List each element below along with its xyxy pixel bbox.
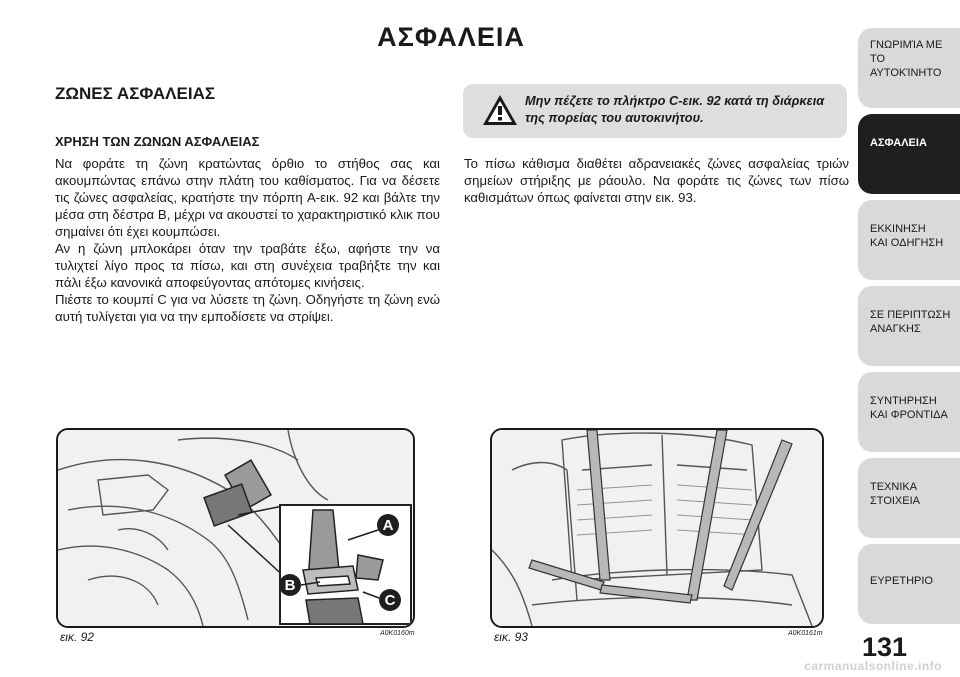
figure-93-code: A0K0161m <box>788 630 823 637</box>
tab-label: ΓΝΩΡΙΜΊΑ ΜΕ ΤΟ <box>870 39 943 65</box>
page-title: ΑΣΦΑΛΕΙΑ <box>377 22 525 52</box>
left-paragraph-3: Πιέστε το κουμπί C για να λύσετε τη ζώνη. Οδηγήστε τη ζώνη ενώ αυτή τυλίγεται για να την εμποδίσετε να στρίψει. <box>55 292 440 324</box>
footer-watermark: carmanualsonline.info <box>804 659 942 673</box>
tab-starting-driving[interactable] <box>858 200 960 280</box>
tab-getting-to-know-car[interactable] <box>858 28 960 108</box>
figure-93-caption: εικ. 93 <box>494 630 528 644</box>
tab-label: ΣΕ ΠΕΡΙΠΤΩΣΗ <box>870 309 951 321</box>
tab-maintenance[interactable] <box>858 372 960 452</box>
tab-label: ΑΣΦΑΛΕΙΑ <box>870 137 927 149</box>
label-b: B <box>284 577 296 594</box>
warning-box <box>463 84 847 138</box>
right-column-text <box>464 155 849 206</box>
label-a: A <box>382 517 394 534</box>
tab-label: ΤΕΧΝΙΚΑ <box>870 481 918 493</box>
tab-label: ΚΑΙ ΟΔΗΓΗΣΗ <box>870 237 944 249</box>
tab-technical-data[interactable] <box>858 458 960 538</box>
tab-label: ΣΥΝΤΗΡΗΣΗ <box>870 395 937 407</box>
figure-92-caption: εικ. 92 <box>60 630 94 644</box>
warning-text: Μην πέζετε το πλήκτρο C-εικ. 92 κατά τη διάρκεια της πορείας του αυτοκινήτου. <box>525 93 825 125</box>
tab-label: ΑΝΑΓΚΗΣ <box>870 323 921 335</box>
tab-label: ΕΚΚΙΝΗΣΗ <box>870 223 926 235</box>
section-title: ΖΩΝΕΣ ΑΣΦΑΛΕΙΑΣ <box>55 84 216 103</box>
rear-seat-belts-drawing <box>492 430 822 626</box>
right-paragraph: Το πίσω κάθισμα διαθέτει αδρανειακές ζώνες ασφαλείας τριών σημείων στήριξης με ράουλο. Να φοράτε τις ζώνες των πίσω καθισμάτων όπως φαίνεται στην εικ. 93. <box>464 156 849 205</box>
tab-index[interactable] <box>858 544 960 624</box>
page-number: 131 <box>862 632 908 662</box>
subsection-title: ΧΡΗΣΗ ΤΩΝ ΖΩΝΩΝ ΑΣΦΑΛΕΙΑΣ <box>55 134 260 149</box>
label-c: C <box>384 592 396 609</box>
figure-92-buckle-illustration <box>56 428 415 628</box>
warning-triangle-icon <box>481 93 519 127</box>
figure-93-rear-seat-illustration <box>490 428 824 628</box>
tab-label: ΕΥΡΕΤΗΡΙΟ <box>870 575 933 587</box>
tab-emergency[interactable] <box>858 286 960 366</box>
seatbelt-buckle-drawing <box>58 430 413 626</box>
figure-92-code: A0K0160m <box>380 630 415 637</box>
tab-label: ΑΥΤΟΚΊΝΗΤΟ <box>870 67 942 79</box>
left-paragraph-1: Να φοράτε τη ζώνη κρατώντας όρθιο το στήθος σας και ακουμπώντας επάνω στην πλάτη του καθίσματος. Για να δέσετε τις ζώνες ασφαλείας, κρατήστε την πόρπη A-εικ. 92 και βάλτε την μέσα στη δέστρα B, μέχρι να ακουστεί το χαρακτηριστικό κλικ που σημαίνει ότι έχει κουμπώσει. <box>55 156 440 239</box>
tab-safety[interactable] <box>858 114 960 194</box>
left-paragraph-2: Αν η ζώνη μπλοκάρει όταν την τραβάτε έξω, αφήστε την να τυλιχτεί λίγο προς τα πίσω, και στη συνέχεια τραβήξτε την και πάλι έξω κανονικά αποφεύγοντας απότομες κινήσεις. <box>55 241 440 290</box>
tab-label: ΣΤΟΙΧΕΙΑ <box>870 495 920 507</box>
tab-label: ΚΑΙ ΦΡΟΝΤΙΔΑ <box>870 409 948 421</box>
left-column-text <box>55 155 440 325</box>
